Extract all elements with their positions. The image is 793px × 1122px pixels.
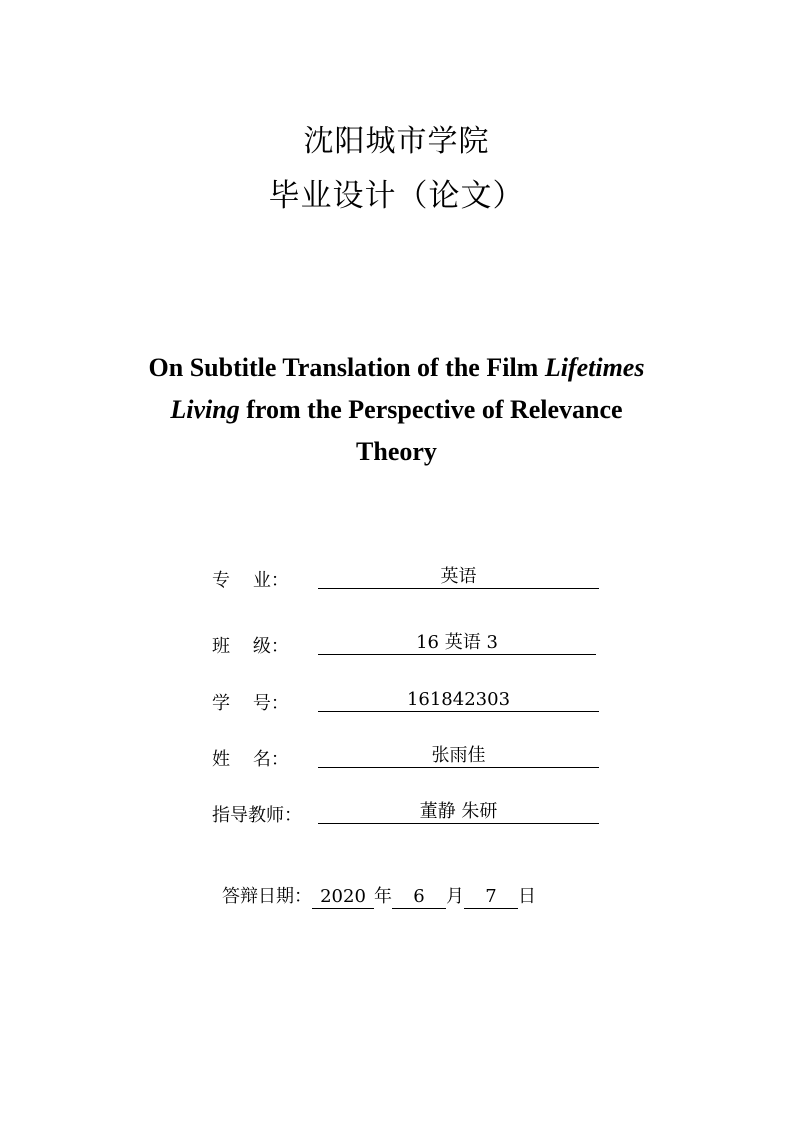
year-unit: 年	[374, 886, 392, 907]
school-name: 沈阳城市学院	[303, 124, 490, 159]
class-value: 16 英语 3	[318, 632, 596, 655]
class-label: 班 级：	[212, 636, 289, 657]
defense-year: 2020	[312, 886, 374, 909]
defense-day: 7	[464, 886, 518, 909]
student-id-label: 学 号：	[212, 693, 289, 714]
name-label: 姓 名：	[212, 749, 289, 770]
month-unit: 月	[446, 886, 464, 907]
defense-date-label: 答辩日期：	[222, 886, 312, 907]
day-unit: 日	[518, 886, 536, 907]
name-value: 张雨佳	[318, 745, 599, 768]
title-film-name-part-2: Living	[170, 395, 240, 424]
advisor-value: 董静 朱研	[318, 801, 599, 824]
thesis-title-line-3: Theory	[356, 437, 437, 466]
title-film-name-part-1: Lifetimes	[544, 353, 645, 382]
advisor-label: 指导教师：	[212, 805, 302, 826]
defense-month: 6	[392, 886, 446, 909]
major-value: 英语	[318, 566, 599, 589]
document-type: 毕业设计（论文）	[268, 178, 525, 214]
thesis-title-line-2	[0, 389, 793, 431]
student-id-value: 161842303	[318, 689, 599, 712]
title-line-1-text: On Subtitle Translation of the Film	[148, 353, 545, 382]
thesis-title-line-1	[0, 347, 793, 389]
title-line-2-text: from the Perspective of Relevance	[239, 395, 623, 424]
defense-date	[222, 882, 536, 909]
major-label: 专 业：	[212, 570, 289, 591]
